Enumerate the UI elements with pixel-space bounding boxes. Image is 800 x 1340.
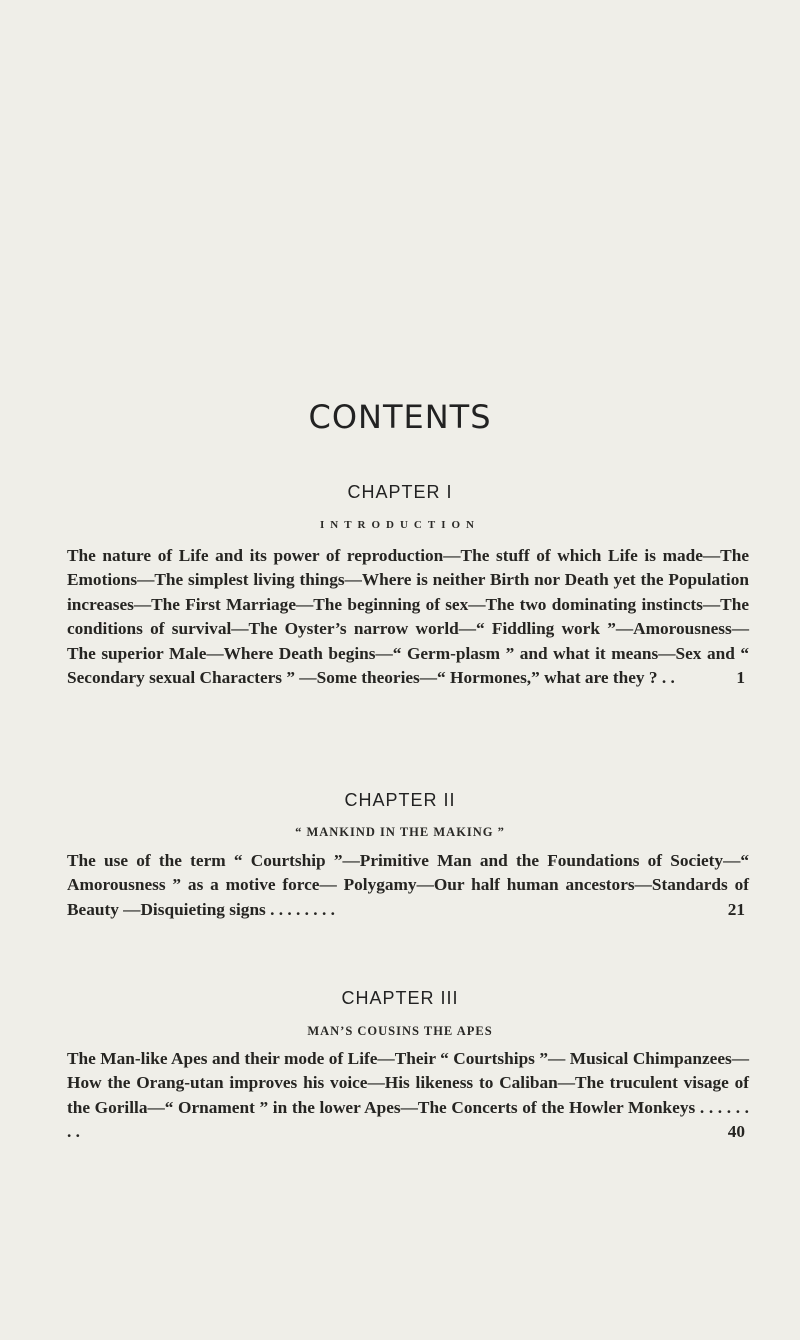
- chapter-2-subtitle-row: [0, 825, 800, 840]
- chapter-summary-text: The use of the term “ Courtship ”—Primitive Man and the Foundations of Society—“ Amorousness ” as a motive force— Polygamy—Our half human ancestors—Standards of Beauty —Disquieting signs . . . . . . . .: [67, 851, 749, 919]
- chapter-3-subtitle-row: [0, 1024, 800, 1039]
- chapter-page-number: 21: [727, 899, 745, 919]
- chapter-heading: CHAPTER III: [341, 988, 459, 1008]
- chapter-subtitle: MAN’S COUSINS THE APES: [307, 1024, 493, 1038]
- chapter-2-summary: [67, 849, 749, 922]
- chapter-page-number: 40: [727, 1122, 745, 1142]
- chapter-3-header: [0, 988, 800, 1009]
- chapter-subtitle: “ MANKIND IN THE MAKING ”: [295, 825, 505, 839]
- chapter-heading: CHAPTER II: [344, 790, 456, 810]
- page-title: CONTENTS: [308, 398, 492, 436]
- chapter-2-header: [0, 790, 800, 811]
- chapter-summary-text: The Man-like Apes and their mode of Life—Their “ Courtships ”— Musical Chimpanzees—How the Orang-utan improves his voice—His likeness to Caliban—The truculent visage of the Gorilla—“ Ornament ” in the lower Apes—The Concerts of the Howler Monkeys . . . . . . . .: [67, 1049, 749, 1142]
- chapter-heading: CHAPTER I: [347, 482, 453, 502]
- chapter-3-summary: [67, 1047, 749, 1145]
- chapter-subtitle: INTRODUCTION: [319, 519, 480, 531]
- chapter-page-number: 1: [736, 668, 745, 688]
- chapter-1-header: [0, 482, 800, 503]
- chapter-1-summary: [67, 544, 749, 690]
- chapter-1-subtitle-row: [0, 519, 800, 531]
- chapter-summary-text: The nature of Life and its power of reproduction—The stuff of which Life is made—The Emotions—The simplest living things—Where is neither Birth nor Death yet the Population increases—The First Marriage—The beginning of sex—The two dominating instincts—The conditions of survival—The Oyster’s narrow world—“ Fiddling work ”—Amorousness— The superior Male—Where Death begins—“ Germ-plasm ” and what it means—Sex and “ Secondary sexual Characters ” —Some theories—“ Hormones,” what are they ? . .: [67, 546, 749, 688]
